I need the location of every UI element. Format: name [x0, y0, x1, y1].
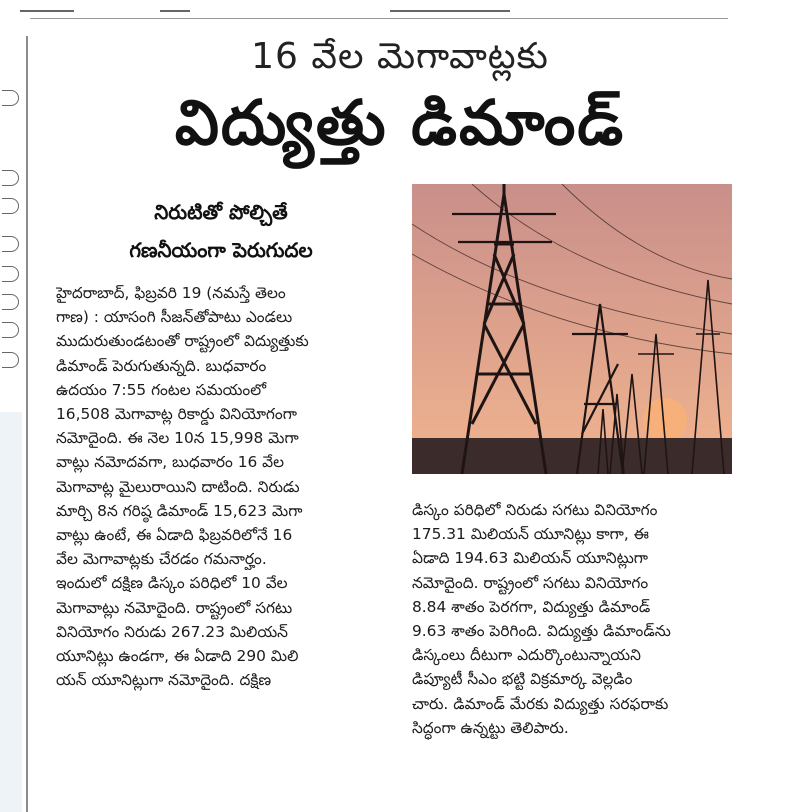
- adjacent-column-shade: [0, 412, 22, 812]
- article-line: 9.63 శాతం పెరిగింది. విద్యుత్తు డిమాండ్‌ను: [412, 622, 671, 641]
- article-line: మెగావాట్ల మైలురాయిని దాటింది. నిరుడు: [56, 477, 300, 496]
- article-line: డిస్కంలు దీటుగా ఎదుర్కొంటున్నాయని: [412, 646, 641, 665]
- cut-off-glyph: [2, 90, 19, 106]
- top-rule: [30, 18, 728, 19]
- cut-off-glyph: [2, 198, 19, 214]
- article-line: గాణ) : యాసంగి సీజన్‌తోపాటు ఎండలు: [56, 308, 293, 327]
- article-line: నమోదైంది. ఈ నెల 10న 15,998 మెగా: [56, 429, 299, 448]
- article-line: నమోదైంది. రాష్ట్రంలో సగటు వినియోగం: [412, 573, 649, 592]
- power-tower-photo: [412, 184, 732, 474]
- cut-off-glyph: [2, 236, 19, 252]
- article-line: డిమాండ్ పెరుగుతున్నది. బుధవారం: [56, 356, 267, 375]
- article-line: చారు. డిమాండ్ మేరకు విద్యుత్తు సరఫరాకు: [412, 694, 669, 713]
- article-line: వాట్లు ఉంటే, ఈ ఏడాది ఫిబ్రవరిలోనే 16: [56, 526, 293, 545]
- subheadline-line-1: నిరుటితో పోల్చితే: [154, 200, 288, 224]
- article-line: 16,508 మెగావాట్ల రికార్డు వినియోగంగా: [56, 405, 297, 424]
- article-line: ముదురుతుండటంతో రాష్ట్రంలో విద్యుత్తుకు: [56, 332, 309, 351]
- article-line: 175.31 మిలియన్ యూనిట్లు కాగా, ఈ: [412, 525, 649, 544]
- top-fragment: [160, 0, 190, 12]
- article-line: 8.84 శాతం పెరగగా, విద్యుత్తు డిమాండ్: [412, 597, 651, 616]
- article-line: మార్చి 8న గరిష్ఠ డిమాండ్ 15,623 మెగా: [56, 501, 303, 520]
- cut-off-glyph: [2, 352, 19, 368]
- article-line: డిప్యూటీ సీఎం భట్టి విక్రమార్క వెల్లడిం: [412, 670, 633, 689]
- headline-line-1: 16 వేల మెగావాట్లకు: [251, 36, 549, 77]
- column-divider: [26, 36, 28, 812]
- article-line: మెగావాట్లు నమోదైంది. రాష్ట్రంలో సగటు: [56, 598, 293, 617]
- cut-off-glyph: [2, 266, 19, 282]
- article-line: ఇందులో దక్షిణ డిస్కం పరిధిలో 10 వేల: [56, 574, 288, 593]
- article-line: ఉదయం 7:55 గంటల సమయంలో: [56, 380, 267, 399]
- article-line: డిస్కం పరిధిలో నిరుడు సగటు వినియోగం: [412, 501, 658, 519]
- article-line: వినియోగం నిరుడు 267.23 మిలియన్: [56, 622, 288, 641]
- cut-off-glyph: [2, 170, 19, 186]
- article-line: యూనిట్లు ఉండగా, ఈ ఏడాది 290 మిలి: [56, 647, 299, 666]
- headline-line-2: విద్యుత్తు డిమాండ్: [174, 86, 626, 159]
- cut-off-glyph: [2, 294, 19, 310]
- top-fragment: [390, 0, 510, 12]
- article-right-column: [412, 498, 734, 740]
- article-line: హైదరాబాద్, ఫిబ్రవరి 19 (నమస్తే తెలం: [56, 284, 286, 302]
- article-line: సిద్ధంగా ఉన్నట్టు తెలిపారు.: [412, 718, 569, 737]
- cut-off-glyph: [2, 322, 19, 338]
- article-line: యన్ యూనిట్లుగా నమోదైంది. దక్షిణ: [56, 671, 272, 690]
- article-left-column: [56, 281, 386, 692]
- subheadline-line-2: గణనీయంగా పెరుగుదల: [129, 238, 313, 262]
- power-transmission-towers-sunset-icon: [412, 184, 732, 474]
- article-line: వాట్లు నమోదవగా, బుధవారం 16 వేల: [56, 453, 285, 472]
- article-line: వేల మెగావాట్లకు చేరడం గమనార్హం.: [56, 550, 267, 569]
- top-fragment: [20, 0, 74, 12]
- article-line: ఏడాది 194.63 మిలియన్ యూనిట్లుగా: [412, 549, 648, 568]
